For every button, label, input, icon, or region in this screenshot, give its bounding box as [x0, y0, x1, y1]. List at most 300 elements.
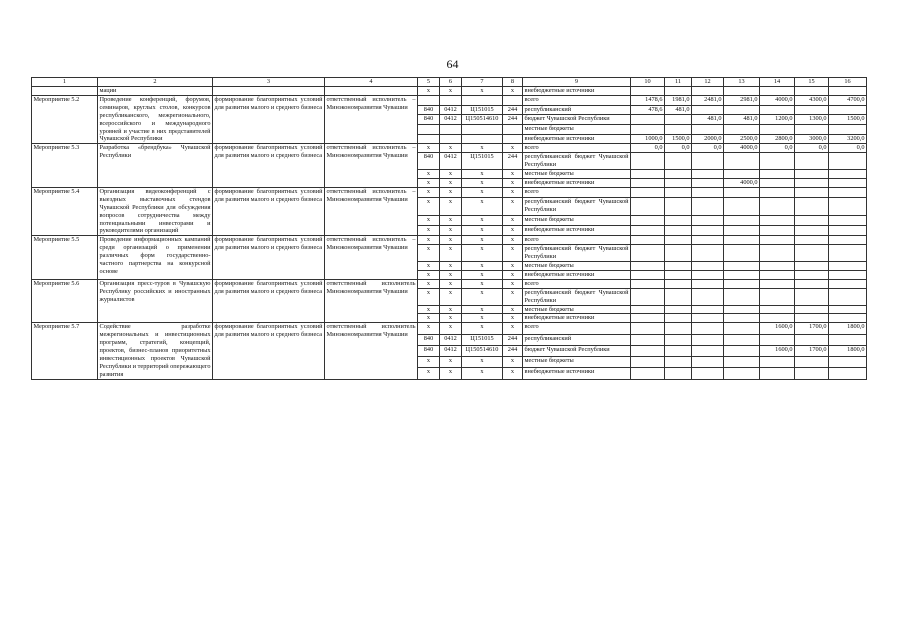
year-value: [665, 170, 692, 179]
year-value: 4000,0: [724, 178, 760, 187]
budget-code-c8: 244: [503, 115, 523, 125]
year-value: [631, 197, 665, 216]
funding-source: внебюджетные источники: [523, 87, 631, 96]
measure-name: Содействие разработке межрегиональных и инвестиционных программ, стратегий, концепций, проектов, бизнес-планов приоритетных инвестиционных проектов Чувашской Республики и территорий опережающего развития: [99, 323, 211, 378]
year-value: 1800,0: [829, 323, 867, 334]
budget-code-c6: x: [440, 288, 462, 305]
funding-source: республиканский: [523, 105, 631, 115]
year-value: 3200,0: [829, 134, 867, 144]
year-value: 0,0: [631, 144, 665, 153]
budget-code-c6: x: [440, 236, 462, 245]
budget-code-c8: x: [503, 216, 523, 226]
year-value: [631, 236, 665, 245]
year-value: 4000,0: [760, 95, 795, 105]
funding-source: республиканский бюджет Чувашской Республики: [524, 153, 629, 169]
budget-code-c7: x: [462, 216, 503, 226]
year-value: 1500,0: [829, 115, 867, 125]
year-value: [760, 105, 795, 115]
year-value: [795, 262, 829, 271]
year-value: [829, 334, 867, 345]
year-value: [692, 357, 724, 368]
year-value: [692, 105, 724, 115]
funding-source: республиканский бюджет Чувашской Республики: [523, 197, 631, 216]
year-value: 1600,0: [760, 345, 795, 356]
measure-name: Проведение конференций, форумов, семинаров, круглых столов, конкурсов республиканского, межрегионального, всероссийского и международного уровней и участие в них представителей Чувашской Республики: [99, 95, 211, 143]
budget-code-c8: x: [503, 226, 523, 236]
budget-code-c6: 0412: [440, 115, 462, 125]
year-value: [692, 262, 724, 271]
year-value: [760, 216, 795, 226]
funding-source: местные бюджеты: [523, 170, 631, 179]
budget-code-c6: x: [440, 216, 462, 226]
year-value: [724, 334, 760, 345]
year-value: [631, 153, 665, 170]
responsible-executor: ответственный исполнитель – Минэкономразвития Чувашии: [325, 144, 418, 188]
year-value: [795, 153, 829, 170]
budget-code-c5: x: [418, 245, 440, 262]
year-value: [665, 197, 692, 216]
year-value: [829, 124, 867, 134]
year-value: [692, 124, 724, 134]
year-value: [760, 170, 795, 179]
budget-code-c5: x: [418, 357, 440, 368]
measure-id: Мероприятие 5.3: [32, 144, 98, 188]
budget-code-c7: x: [462, 245, 503, 262]
budget-code-c6: x: [440, 245, 462, 262]
year-value: 1600,0: [760, 323, 795, 334]
budget-code-c6: x: [440, 314, 462, 323]
year-value: [631, 368, 665, 379]
budget-code-c5: 840: [418, 105, 440, 115]
measure-goal: формирование благоприятных условий для развития малого и среднего бизнеса: [213, 323, 325, 379]
year-value: [665, 314, 692, 323]
budget-code-c6: [440, 134, 462, 144]
year-value: [631, 124, 665, 134]
year-value: 1700,0: [795, 323, 829, 334]
budget-code-c8: x: [503, 170, 523, 179]
measure-id: Мероприятие 5.5: [32, 236, 98, 280]
measure-name: Организация видеоконференций с выездных выставочных стендов Чувашской Республики для обсуждения вопросов сотрудничества между потенциальными инвесторами и руководителями организаций: [99, 187, 211, 235]
measure-goal: [213, 87, 325, 96]
year-value: 0,0: [665, 144, 692, 153]
budget-code-c5: [418, 95, 440, 105]
column-number: 16: [829, 78, 867, 87]
budget-code-c8: x: [503, 314, 523, 323]
year-value: [795, 105, 829, 115]
table-row: [32, 95, 867, 105]
column-number: 8: [503, 78, 523, 87]
budget-code-c5: x: [418, 144, 440, 153]
funding-source: всего: [523, 95, 631, 105]
budget-code-c8: x: [503, 288, 523, 305]
funding-source: республиканский: [523, 334, 631, 345]
year-value: 4700,0: [829, 95, 867, 105]
year-value: [829, 226, 867, 236]
budget-code-c5: 840: [418, 153, 440, 170]
year-value: [631, 216, 665, 226]
budget-code-c7: x: [462, 187, 503, 197]
funding-source: всего: [523, 279, 631, 288]
budget-code-c8: [503, 124, 523, 134]
budget-code-c5: x: [418, 262, 440, 271]
budget-code-c7: [462, 134, 503, 144]
responsible-executor: ответственный исполнитель – Минэкономразвития Чувашии: [325, 236, 418, 280]
year-value: [631, 345, 665, 356]
budget-code-c7: x: [462, 236, 503, 245]
year-value: 2981,0: [724, 95, 760, 105]
table-row: [32, 236, 867, 245]
year-value: 1000,0: [631, 134, 665, 144]
year-value: [692, 170, 724, 179]
measure-goal: формирование благоприятных условий для развития малого и среднего бизнеса: [213, 236, 325, 280]
funding-source: республиканский бюджет Чувашской Республики: [524, 288, 629, 304]
year-value: [692, 334, 724, 345]
measure-id: Мероприятие 5.7: [32, 323, 98, 379]
year-value: [692, 187, 724, 197]
budget-code-c7: x: [462, 197, 503, 216]
year-value: 1800,0: [829, 345, 867, 356]
budget-code-c5: x: [418, 270, 440, 279]
year-value: 2000,0: [692, 134, 724, 144]
year-value: [829, 236, 867, 245]
year-value: [692, 236, 724, 245]
year-value: 1700,0: [795, 345, 829, 356]
budget-code-c8: x: [503, 305, 523, 314]
year-value: [631, 245, 665, 262]
responsible-executor: ответственный исполнитель – Минэкономразвития Чувашии: [325, 95, 418, 143]
year-value: [665, 153, 692, 170]
funding-source: местные бюджеты: [523, 305, 631, 314]
year-value: [760, 334, 795, 345]
funding-source: внебюджетные источники: [523, 314, 631, 323]
year-value: [631, 226, 665, 236]
column-number: 3: [213, 78, 325, 87]
header-row: [32, 78, 867, 87]
year-value: [829, 153, 867, 170]
year-value: 2481,0: [692, 95, 724, 105]
budget-code-c8: x: [503, 236, 523, 245]
budget-code-c7: Ц151015: [462, 153, 503, 170]
budget-code-c7: x: [462, 323, 503, 334]
budget-code-c7: x: [462, 87, 503, 96]
year-value: [795, 368, 829, 379]
year-value: [760, 270, 795, 279]
year-value: 481,0: [692, 115, 724, 125]
column-number: 1: [32, 78, 98, 87]
year-value: [795, 314, 829, 323]
budget-code-c8: [503, 95, 523, 105]
funding-source: внебюджетные источники: [523, 270, 631, 279]
funding-source: местные бюджеты: [523, 124, 631, 134]
funding-source: внебюджетные источники: [523, 134, 631, 144]
year-value: [829, 357, 867, 368]
budget-code-c5: x: [418, 236, 440, 245]
year-value: [631, 115, 665, 125]
measure-id: Мероприятие 5.6: [32, 279, 98, 323]
year-value: 2500,0: [724, 134, 760, 144]
budget-code-c7: x: [462, 270, 503, 279]
budget-code-c8: x: [503, 368, 523, 379]
year-value: [760, 153, 795, 170]
year-value: [724, 279, 760, 288]
year-value: [724, 314, 760, 323]
budget-code-c7: x: [462, 226, 503, 236]
year-value: 478,6: [631, 105, 665, 115]
budget-code-c5: x: [418, 323, 440, 334]
year-value: [631, 170, 665, 179]
year-value: [631, 87, 665, 96]
year-value: [631, 270, 665, 279]
responsible-executor: ответственный исполнитель – Минэкономразвития Чувашии: [325, 187, 418, 235]
year-value: [760, 245, 795, 262]
budget-code-c6: [440, 95, 462, 105]
budget-code-c7: [462, 95, 503, 105]
column-number: 14: [760, 78, 795, 87]
year-value: [631, 357, 665, 368]
year-value: [795, 279, 829, 288]
funding-source: всего: [523, 323, 631, 334]
year-value: [724, 226, 760, 236]
responsible-executor: ответственный исполнитель Минэкономразвития Чувашии: [325, 323, 418, 379]
year-value: [795, 357, 829, 368]
year-value: [795, 245, 829, 262]
budget-code-c8: x: [503, 144, 523, 153]
column-number: 6: [440, 78, 462, 87]
column-number: 2: [98, 78, 213, 87]
budget-code-c8: x: [503, 357, 523, 368]
budget-code-c7: x: [462, 279, 503, 288]
measure-goal: формирование благоприятных условий для развития малого и среднего бизнеса: [213, 279, 325, 323]
year-value: [724, 187, 760, 197]
year-value: [829, 245, 867, 262]
year-value: 1500,0: [665, 134, 692, 144]
year-value: [760, 357, 795, 368]
year-value: [724, 368, 760, 379]
budget-code-c8: x: [503, 323, 523, 334]
year-value: [631, 334, 665, 345]
column-number: 7: [462, 78, 503, 87]
year-value: [665, 115, 692, 125]
year-value: [724, 236, 760, 245]
year-value: [795, 236, 829, 245]
year-value: [692, 153, 724, 170]
year-value: [724, 124, 760, 134]
budget-code-c5: x: [418, 170, 440, 179]
year-value: [692, 345, 724, 356]
budget-code-c5: [418, 134, 440, 144]
year-value: [724, 105, 760, 115]
year-value: [665, 345, 692, 356]
year-value: [692, 87, 724, 96]
budget-code-c7: x: [462, 314, 503, 323]
budget-code-c5: x: [418, 87, 440, 96]
year-value: [760, 236, 795, 245]
budget-code-c7: x: [462, 170, 503, 179]
year-value: [692, 305, 724, 314]
year-value: [631, 279, 665, 288]
year-value: [692, 245, 724, 262]
year-value: 4000,0: [724, 144, 760, 153]
year-value: [665, 187, 692, 197]
year-value: [692, 323, 724, 334]
budget-code-c7: x: [462, 305, 503, 314]
budget-code-c6: x: [440, 270, 462, 279]
budget-code-c8: x: [503, 87, 523, 96]
budget-code-c8: [503, 134, 523, 144]
column-number: 11: [665, 78, 692, 87]
budget-code-c6: x: [440, 144, 462, 153]
budget-code-c8: 244: [503, 105, 523, 115]
budget-code-c8: x: [503, 245, 523, 262]
budget-code-c8: 244: [503, 153, 523, 170]
column-number: 4: [325, 78, 418, 87]
budget-code-c6: x: [440, 187, 462, 197]
year-value: 1300,0: [795, 115, 829, 125]
table-row: [32, 144, 867, 153]
year-value: [631, 178, 665, 187]
budget-table: [31, 77, 867, 380]
year-value: [665, 279, 692, 288]
measure-id: [32, 87, 98, 96]
year-value: [829, 368, 867, 379]
responsible-executor: [325, 87, 418, 96]
budget-code-c6: x: [440, 323, 462, 334]
column-number: 9: [523, 78, 631, 87]
budget-code-c5: x: [418, 197, 440, 216]
budget-code-c5: 840: [418, 115, 440, 125]
year-value: [760, 279, 795, 288]
budget-code-c6: 0412: [440, 345, 462, 356]
year-value: [665, 87, 692, 96]
year-value: [631, 323, 665, 334]
budget-code-c8: x: [503, 187, 523, 197]
year-value: [795, 216, 829, 226]
year-value: [724, 153, 760, 170]
budget-code-c8: 244: [503, 334, 523, 345]
year-value: [631, 305, 665, 314]
budget-code-c5: x: [418, 216, 440, 226]
year-value: [724, 305, 760, 314]
year-value: [665, 245, 692, 262]
budget-code-c5: x: [418, 187, 440, 197]
budget-code-c6: x: [440, 368, 462, 379]
year-value: 1478,6: [631, 95, 665, 105]
budget-code-c5: 840: [418, 345, 440, 356]
year-value: [665, 226, 692, 236]
year-value: [692, 197, 724, 216]
year-value: 0,0: [692, 144, 724, 153]
year-value: 3000,0: [795, 134, 829, 144]
year-value: [795, 187, 829, 197]
year-value: [665, 270, 692, 279]
budget-code-c5: 840: [418, 334, 440, 345]
budget-code-c6: x: [440, 178, 462, 187]
year-value: 1200,0: [760, 115, 795, 125]
year-value: [795, 197, 829, 216]
budget-code-c5: x: [418, 288, 440, 305]
year-value: [724, 245, 760, 262]
year-value: [724, 216, 760, 226]
table-row: [32, 187, 867, 197]
budget-code-c6: x: [440, 279, 462, 288]
year-value: 4300,0: [795, 95, 829, 105]
year-value: [665, 216, 692, 226]
funding-source: всего: [523, 236, 631, 245]
measure-id: Мероприятие 5.2: [32, 95, 98, 143]
year-value: [631, 262, 665, 271]
year-value: [829, 170, 867, 179]
year-value: 0,0: [829, 144, 867, 153]
year-value: [760, 124, 795, 134]
measure-name: мации: [98, 87, 213, 96]
year-value: [760, 197, 795, 216]
measure-goal: формирование благоприятных условий для развития малого и среднего бизнеса: [213, 187, 325, 235]
column-number: 10: [631, 78, 665, 87]
year-value: [760, 226, 795, 236]
year-value: [760, 314, 795, 323]
budget-code-c5: x: [418, 305, 440, 314]
budget-code-c5: x: [418, 314, 440, 323]
year-value: [795, 170, 829, 179]
measure-goal: формирование благоприятных условий для развития малого и среднего бизнеса: [213, 144, 325, 188]
budget-code-c7: x: [462, 178, 503, 187]
year-value: [760, 368, 795, 379]
budget-code-c7: Ц151015: [462, 334, 503, 345]
year-value: [829, 314, 867, 323]
year-value: [724, 270, 760, 279]
budget-code-c6: x: [440, 170, 462, 179]
year-value: [795, 288, 829, 305]
year-value: [760, 305, 795, 314]
budget-code-c6: x: [440, 305, 462, 314]
column-number: 5: [418, 78, 440, 87]
year-value: [692, 178, 724, 187]
year-value: [665, 334, 692, 345]
year-value: [724, 323, 760, 334]
year-value: 0,0: [760, 144, 795, 153]
funding-source: внебюджетные источники: [523, 368, 631, 379]
year-value: [724, 87, 760, 96]
year-value: [795, 305, 829, 314]
budget-code-c5: [418, 124, 440, 134]
measure-id: Мероприятие 5.4: [32, 187, 98, 235]
budget-code-c6: x: [440, 262, 462, 271]
year-value: [665, 305, 692, 314]
year-value: [692, 368, 724, 379]
column-number: 13: [724, 78, 760, 87]
budget-code-c6: x: [440, 357, 462, 368]
year-value: [724, 345, 760, 356]
year-value: [665, 262, 692, 271]
year-value: [795, 226, 829, 236]
budget-code-c6: x: [440, 87, 462, 96]
funding-source: всего: [523, 144, 631, 153]
year-value: [829, 270, 867, 279]
budget-code-c8: x: [503, 279, 523, 288]
budget-code-c7: Ц151015: [462, 105, 503, 115]
budget-code-c8: 244: [503, 345, 523, 356]
budget-code-c6: x: [440, 226, 462, 236]
measure-goal: формирование благоприятных условий для развития малого и среднего бизнеса: [213, 95, 325, 143]
budget-code-c5: x: [418, 368, 440, 379]
year-value: [724, 170, 760, 179]
year-value: [829, 197, 867, 216]
budget-code-c6: 0412: [440, 334, 462, 345]
budget-code-c6: 0412: [440, 153, 462, 170]
year-value: [631, 187, 665, 197]
year-value: [692, 270, 724, 279]
budget-code-c7: x: [462, 368, 503, 379]
